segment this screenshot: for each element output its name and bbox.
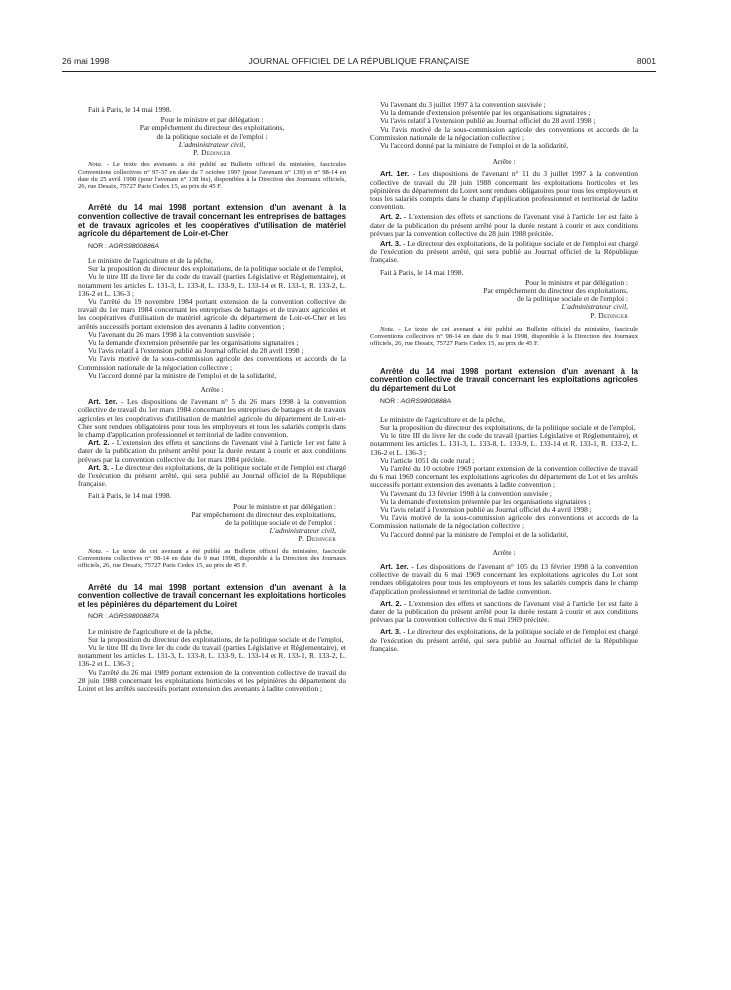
article-paragraph [370,600,638,625]
signature-name: P. Dedinger [193,148,231,158]
nor-code: AGRS9800888A [400,397,452,405]
right-column [370,101,638,653]
signature-line: Pour le ministre et par délégation : [525,277,628,287]
page-number: 8001 [636,56,656,66]
article-text: - Les dispositions de l'avenant n° 105 du 13 février 1998 à la convention collective de travail du 6 mai 1969 concernant les exploitations agricoles du Lot sont rendues obligatoires pour tous les employeurs et tous les salariés compris dans le champ d'application professionnel et territorial de ladite convention. [370,562,638,596]
signature-line: de la politique sociale et de l'emploi : [224,518,336,528]
paragraph: Vu l'avis relatif à l'extension publié au Journal officiel du 28 avril 1998 ; [380,116,596,126]
nor-code: AGRS9800886A [108,242,160,250]
paragraph: Vu l'avis motivé de la sous-commission agricole des conventions et accords de la Commission nationale de la négociation collective ; [370,124,638,142]
paragraph: Vu la demande d'extension présentée par les organisations signataires ; [380,108,591,118]
decree-title: Arrêté du 14 mai 1998 portant extension d'un avenant à la convention collective de travail concernant les entreprises de battages et de travaux agricoles et les coopératives d'utilisation de matériel agricole du département de Loir-et-Cher [78,203,346,239]
article-text: - Le directeur des exploitations, de la politique sociale et de l'emploi est chargé de l'exécution du présent arrêté, qui sera publié au Journal officiel de la République française. [78,462,347,489]
nor-reference [370,398,638,406]
article-paragraph [78,398,346,439]
article-paragraph [78,439,346,464]
paragraph: Vu l'avenant du 13 février 1998 à la convention susvisée ; [380,488,552,498]
article-label: Art. 2. [380,598,402,608]
paragraph: Vu l'accord donné par la ministre de l'emploi et de la solidarité, [88,370,277,380]
paragraph: Vu l'arrêté du 10 octobre 1969 portant extension de la convention collective de travail du 6 mai 1969 concernant les exploitations agricoles du département du Lot et les arrêtés successifs portant extension des avenants à ladite convention ; [370,463,638,490]
nor-label: NOR : [380,397,401,405]
nor-label: NOR : [88,242,109,250]
paragraph: Vu l'avis relatif à l'extension publié au Journal officiel du 28 avril 1998 ; [88,346,304,356]
signature-line: Par empêchement du directeur des exploitations, [483,286,628,296]
article-paragraph [370,563,638,596]
nota-paragraph [78,161,346,190]
article-label: Art. 3. [380,627,402,637]
paragraph: Vu l'accord donné par la ministre de l'emploi et de la solidarité, [380,529,569,539]
nota-label: Nota. [88,161,103,169]
left-column [78,106,346,693]
signature-date: Fait à Paris, le 14 mai 1998. [88,491,172,501]
paragraph: Vu le titre III du livre Ier du code du travail (parties Législative et Réglementaire), et notamment les articles L. 131-3, L. 133-8, L. 133-9, L. 133-14 et R. 133-1, R. 133-2, L. 136-2 et L. 136-3 ; [78,642,346,669]
nor-label: NOR : [88,613,109,621]
article-label: Art. 2. [380,212,402,222]
signature-line: de la politique sociale et de l'emploi : [156,131,268,141]
arrete-heading: Arrête : [492,547,516,557]
paragraph: Vu l'avis relatif à l'extension publié au Journal officiel du 4 avril 1998 ; [380,504,592,514]
article-paragraph [370,213,638,238]
paragraph: Le ministre de l'agriculture et de la pêche, [88,626,213,636]
nota-text: - Le texte de cet avenant a été publié au Bulletin officiel du ministère, fascicule Conventions collectives n° 98-14 en date du 9 mai 1998, disponible à la Direction des Journaux officiels, 26, rue Desaix, 75727 Paris Cedex 15, au prix de 45 F. [78,547,346,570]
signature-line: de la politique sociale et de l'emploi : [516,294,628,304]
paragraph: Vu l'arrêté du 19 novembre 1984 portant extension de la convention collective de travail du 1er mars 1984 concernant les entreprises de battages et de travaux agricoles et les coopératives d'utilisation de matériel agricole du département de Loir-et-Cher et les arrêtés successifs portant extension des avenants à ladite convention ; [78,297,346,331]
article-text: - Le directeur des exploitations, de la politique sociale et de l'emploi est chargé de l'exécution du présent arrêté, qui sera publié au Journal officiel de la République française. [370,239,639,265]
signature-title: L'administrateur civil, [269,526,336,536]
paragraph: Sur la proposition du directeur des exploitations, de la politique sociale et de l'emploi, [380,422,636,432]
article-paragraph [370,628,638,653]
article-paragraph [78,464,346,489]
nota-paragraph [370,326,638,348]
signature-date: Fait à Paris, le 14 mai 1998. [380,267,464,277]
article-label: Art. 3. [88,462,110,472]
paragraph: Vu le titre III du livre Ier du code du travail (parties Législative et Réglementaire), et notamment les articles L. 131-3, L. 133-8, L. 133-9, L. 133-14 et R. 133-1, R. 133-2, L. 136-2 et L. 136-3 ; [370,431,638,457]
paragraph: Vu l'avenant du 3 juillet 1997 à la convention susvisée ; [380,100,546,109]
nota-label: Nota. [88,547,103,555]
signature-name: P. Dedinger [298,534,336,544]
paragraph: Vu l'accord donné par la ministre de l'emploi et de la solidarité, [380,141,569,151]
nota-label: Nota. [380,325,395,333]
paragraph: Sur la proposition du directeur des exploitations, de la politique sociale et de l'emploi, [88,634,344,644]
article-label: Art. 1er. [380,169,410,179]
signature-name: P. Dedinger [590,310,628,320]
paragraph: Vu l'arrêté du 26 mai 1989 portant extension de la convention collective de travail du 28 juin 1988 concernant les exploitations horticoles et les pépinières du département du Loiret et les arrêtés successifs portant extension des avenants à ladite convention ; [78,667,346,693]
article-paragraph [370,170,638,211]
signature-line: Par empêchement du directeur des exploitations, [191,509,336,519]
article-paragraph [370,240,638,265]
signature-title: L'administrateur civil, [178,139,246,149]
paragraph: Vu l'article 1051 du code rural ; [380,455,475,465]
article-label: Art. 3. [380,239,402,249]
article-text: - L'extension des effets et sanctions de l'avenant visé à l'article 1er est faite à dater de la publication du présent arrêté pour la durée restant à courir et aux conditions prévues par la convention collective du 28 juin 1988 précitée. [370,212,638,238]
nor-reference [78,243,346,251]
nor-code: AGRS9800887A [108,613,160,621]
decree-title: Arrêté du 14 mai 1998 portant extension d'un avenant à la convention collective de travail concernant les exploitations agricoles du département du Lot [370,366,638,393]
paragraph: Le ministre de l'agriculture et de la pêche, [88,255,213,265]
nota-text: - Le texte de cet avenant a été publié au Bulletin officiel du ministère, fascicule Conventions collectives n° 98-14 en date du 9 mai 1998, disponible à la Direction des Journaux officiels, 26, rue Desaix, 75727 Paris Cedex 15, au prix de 45 F. [370,325,638,348]
journal-title: JOURNAL OFFICIEL DE LA RÉPUBLIQUE FRANÇAISE [248,56,470,66]
page-header [62,56,656,70]
article-text: - L'extension des effets et sanctions de l'avenant visé à l'article 1er est faite à dater de la publication du présent arrêté pour la durée restant à courir et aux conditions prévues par la convention collective du 1er mars 1984 précitée. [78,438,346,464]
arrete-heading: Arrête : [492,157,516,167]
decree-title: Arrêté du 14 mai 1998 portant extension d'un avenant à la convention collective de travail concernant les exploitations horticoles et les pépinières du département du Loiret [78,582,346,609]
paragraph: Vu l'avis motivé de la sous-commission agricole des conventions et accords de la Commission nationale de la négociation collective ; [370,513,638,531]
signature-line: Pour le ministre et par délégation : [233,501,336,511]
signature-date: Fait à Paris, le 14 mai 1998. [88,105,172,114]
header-rule [62,71,656,72]
paragraph: Vu la demande d'extension présentée par les organisations signataires ; [88,338,299,348]
article-text: - Les dispositions de l'avenant n° 11 du 3 juillet 1997 à la convention collective de travail du 28 juin 1988 concernant les exploitations horticoles et les pépinières du département du Loiret sont rendues obligatoires pour tous les employeurs et tous les salariés compris dans le champ d'application professionnel et territorial de ladite convention. [370,169,638,212]
article-text: - Les dispositions de l'avenant n° 5 du 26 mars 1998 à la convention collective de travail du 1er mars 1984 concernant les entreprises de battages et de travaux agricoles et les coopératives d'utilisation de matériel agricole du département de Loir-et-Cher sont rendues obligatoires pour tous les employeurs et tous les salariés compris dans le champ d'application professionnel et territorial de ladite convention. [78,397,346,440]
paragraph: Vu le titre III du livre Ier du code du travail (parties Législative et Réglementaire), et notamment les articles L. 131-3, L. 133-8, L. 133-9, L. 133-14 et R. 133-1, R. 133-2, L. 136-2 et L. 136-3 ; [78,272,346,298]
signature-line: Pour le ministre et par délégation : [160,115,264,125]
paragraph: Sur la proposition du directeur des exploitations, de la politique sociale et de l'emploi, [88,264,344,274]
article-label: Art. 1er. [380,562,409,571]
nota-paragraph [78,548,346,570]
paragraph: Vu l'avis motivé de la sous-commission agricole des conventions et accords de la Commission nationale de la négociation collective ; [78,354,346,372]
article-text: - Le directeur des exploitations, de la politique sociale et de l'emploi est chargé de l'exécution du présent arrêté, qui sera publié au Journal officiel de la République française. [370,627,639,653]
article-label: Art. 2. [88,438,110,448]
article-text: - L'extension des effets et sanctions de l'avenant visé à l'article 1er est faite à dater de la publication du présent arrêté pour la durée restant à courir et aux conditions prévues par la convention collective du 6 mai 1969 précitée. [370,598,638,625]
signature-line: Par empêchement du directeur des exploitations, [139,123,285,133]
paragraph: Vu l'avenant du 26 mars 1998 à la convention susvisée ; [88,329,255,339]
nor-reference [78,613,346,621]
signature-title: L'administrateur civil, [561,302,628,312]
arrete-heading: Arrête : [200,385,224,395]
paragraph: Vu la demande d'extension présentée par les organisations signataires ; [380,496,591,506]
paragraph: Le ministre de l'agriculture et de la pêche, [380,414,505,424]
article-label: Art. 1er. [88,397,118,407]
header-date: 26 mai 1998 [62,56,110,66]
nota-text: - Le texte des avenants a été publié au Bulletin officiel du ministère, fascicules Conventions collectives n° 97-37 en date du 7 octobre 1997 (pour l'avenant n° 139) et n° 98-14 en date du 25 avril 1998 (pour l'avenant n° 138 bis), disponibles à la Direction des Journaux officiels, 26, rue Desaix, 75727 Paris Cedex 15, au prix de 45 F. [78,161,346,191]
